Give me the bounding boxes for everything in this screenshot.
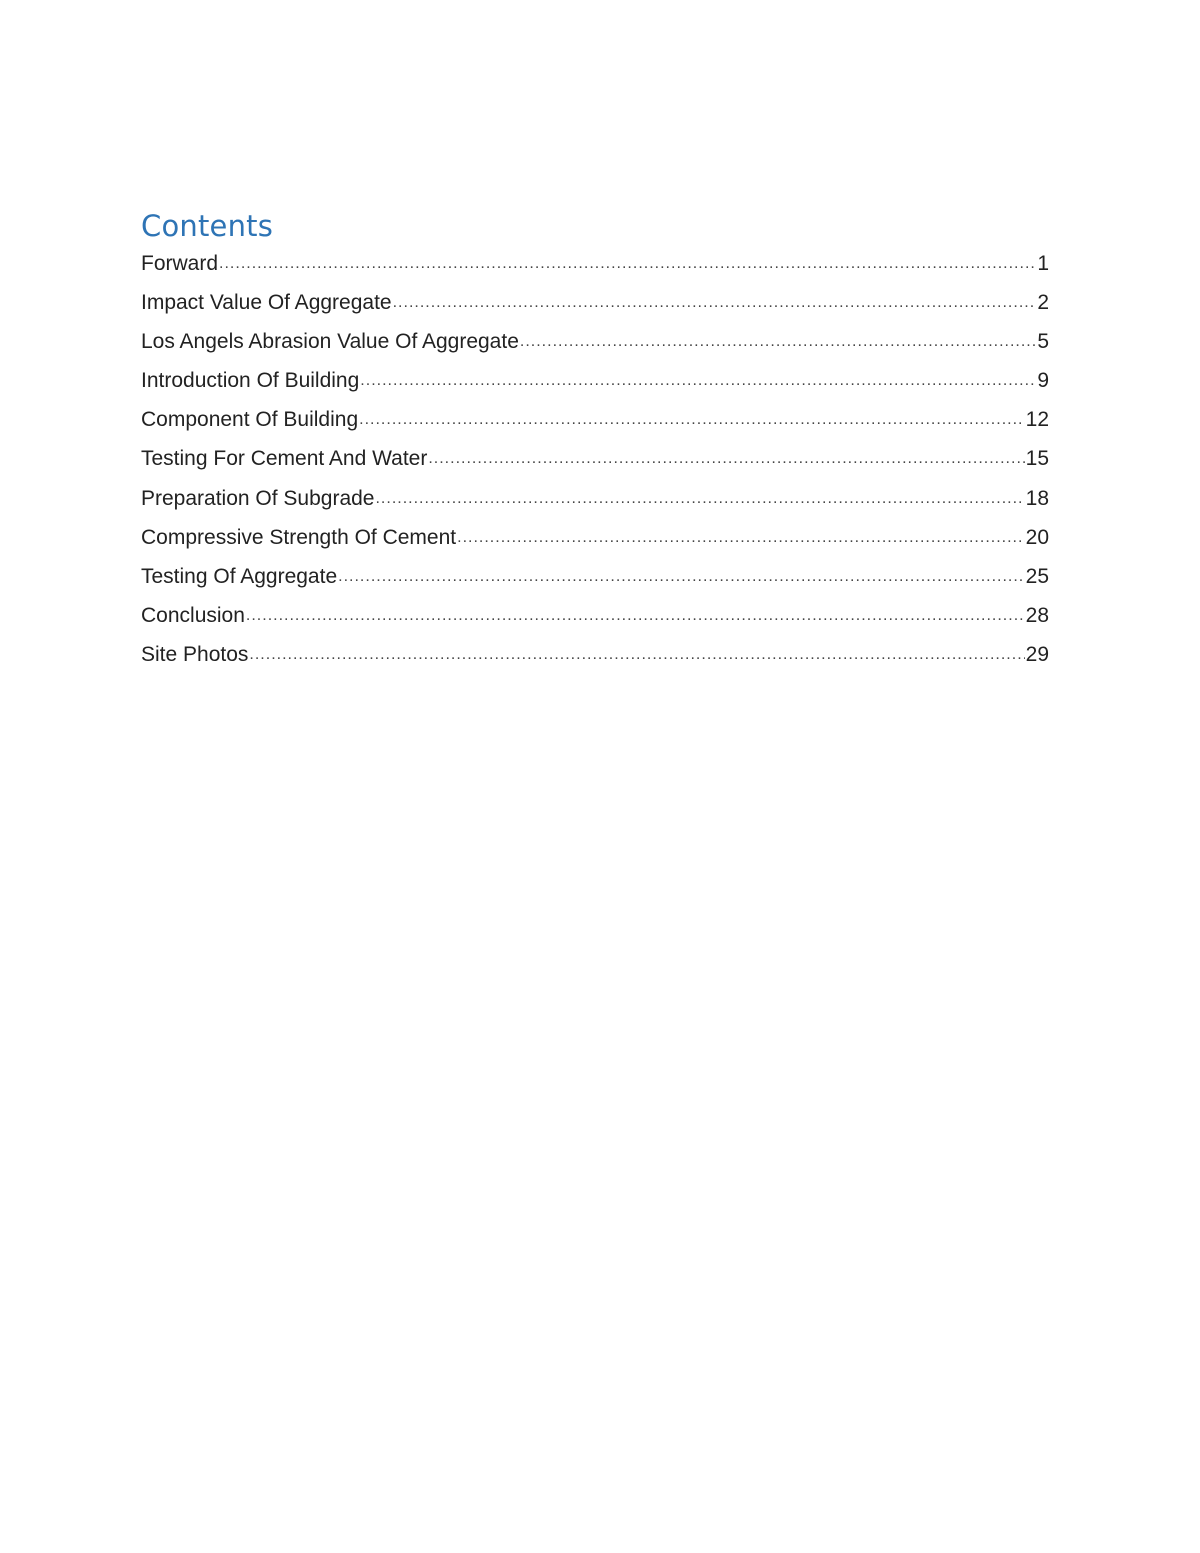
toc-entry-conclusion[interactable]	[141, 591, 1049, 630]
toc-entry-title: Compressive Strength Of Cement	[141, 525, 457, 549]
toc-entry-title: Preparation Of Subgrade	[141, 486, 375, 510]
toc-entry-page-number: 15	[1025, 447, 1049, 471]
table-of-contents	[141, 204, 1049, 669]
toc-dot-leader	[359, 406, 1025, 434]
toc-dot-leader	[249, 641, 1024, 669]
toc-entry-title: Impact Value Of Aggregate	[141, 291, 392, 315]
toc-entry-page-number: 12	[1025, 408, 1049, 432]
toc-entry-component[interactable]	[141, 395, 1049, 434]
toc-entry-title: Conclusion	[141, 603, 245, 627]
toc-dot-leader	[246, 602, 1025, 630]
toc-entry-title: Forward	[141, 252, 219, 275]
toc-dot-leader	[219, 250, 1036, 278]
toc-entry-site-photos[interactable]	[141, 630, 1049, 669]
toc-entry-introduction[interactable]	[141, 356, 1049, 395]
toc-entry-subgrade[interactable]	[141, 473, 1049, 512]
toc-entry-page-number: 1	[1037, 252, 1049, 275]
toc-entry-title: Introduction Of Building	[141, 369, 360, 393]
toc-entry-page-number: 28	[1025, 603, 1049, 627]
toc-dot-leader	[428, 445, 1024, 473]
toc-entry-page-number: 2	[1037, 291, 1049, 315]
toc-dot-leader	[375, 485, 1024, 513]
toc-entry-testing-aggregate[interactable]	[141, 552, 1049, 591]
toc-entry-page-number: 9	[1037, 369, 1049, 393]
toc-entry-forward[interactable]	[141, 248, 1049, 278]
toc-heading: Contents	[141, 209, 274, 243]
toc-entry-title: Testing For Cement And Water	[141, 447, 428, 471]
toc-dot-leader	[360, 367, 1036, 395]
toc-entry-title: Component Of Building	[141, 408, 359, 432]
toc-entry-title: Testing Of Aggregate	[141, 564, 338, 588]
toc-entry-testing-cement-water[interactable]	[141, 434, 1049, 473]
toc-dot-leader	[520, 328, 1036, 356]
toc-entry-page-number: 20	[1025, 525, 1049, 549]
toc-entry-abrasion-value[interactable]	[141, 317, 1049, 356]
toc-entry-page-number: 25	[1025, 564, 1049, 588]
toc-list	[141, 248, 1049, 669]
toc-entry-title: Site Photos	[141, 642, 249, 666]
toc-dot-leader	[338, 563, 1025, 591]
toc-dot-leader	[393, 289, 1037, 317]
toc-entry-page-number: 18	[1025, 486, 1049, 510]
toc-entry-title: Los Angels Abrasion Value Of Aggregate	[141, 330, 519, 354]
toc-entry-page-number: 5	[1037, 330, 1049, 354]
toc-entry-page-number: 29	[1025, 642, 1049, 666]
toc-entry-impact-value[interactable]	[141, 278, 1049, 317]
toc-entry-compressive-strength[interactable]	[141, 513, 1049, 552]
toc-dot-leader	[457, 524, 1025, 552]
